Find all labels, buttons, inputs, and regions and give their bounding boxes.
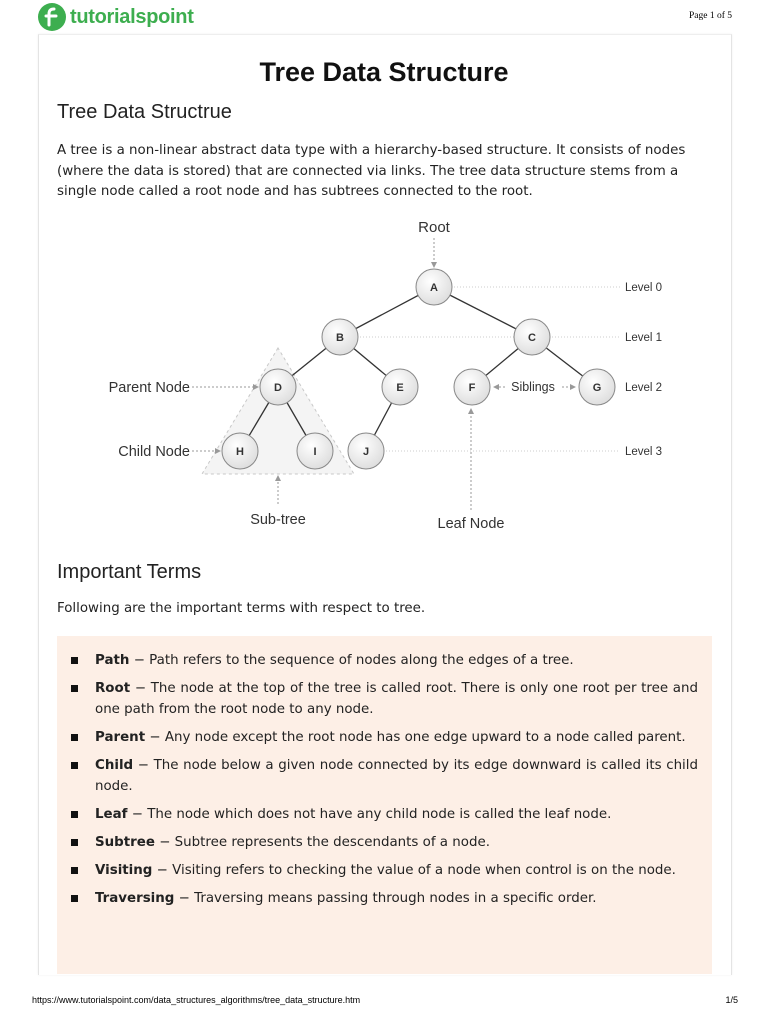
bullet-icon: [71, 895, 78, 902]
term-name: Root: [95, 681, 131, 696]
tree-node-label: G: [592, 382, 602, 394]
section-heading-terms: Important Terms: [57, 561, 202, 583]
tree-node-b: [322, 319, 358, 355]
child-node-label: Child Node: [118, 444, 190, 460]
bullet-icon: [71, 734, 78, 741]
tree-diagram-svg: [90, 214, 690, 544]
terms-box: [57, 636, 712, 974]
page-header: [0, 0, 768, 34]
tree-node-e: [382, 369, 418, 405]
page-title: Tree Data Structure: [259, 57, 509, 87]
bullet-icon: [71, 867, 78, 874]
list-item: [57, 755, 698, 797]
bullet-icon: [71, 762, 78, 769]
tutorialspoint-logo-icon: [38, 3, 66, 31]
term-desc: − Visiting refers to checking the value of a node when control is on the node.: [152, 863, 676, 878]
list-item: [57, 650, 698, 671]
subtree-label: Sub-tree: [250, 512, 306, 528]
term-name: Parent: [95, 730, 146, 745]
tree-diagram: [90, 214, 690, 548]
tree-node-c: [514, 319, 550, 355]
intro-paragraph: A tree is a non-linear abstract data type with a hierarchy-based structure. It consists of nodes (where the data is stored) that are connected via links. The tree data structure stems from a single node called a root node and has subtrees connected to the root.: [57, 143, 686, 199]
footer-url-link[interactable]: https://www.tutorialspoint.com/data_structures_algorithms/tree_data_structure.htm: [32, 995, 361, 1005]
level-3-label: Level 3: [625, 446, 663, 458]
logo-text: tutorialspoint: [70, 5, 194, 28]
list-item: [57, 832, 698, 853]
tree-node-label: A: [430, 282, 438, 294]
term-name: Subtree: [95, 835, 155, 850]
tree-node-f: [454, 369, 490, 405]
siblings-label: Siblings: [511, 380, 555, 394]
parent-node-label: Parent Node: [108, 380, 190, 396]
tree-node-d: [260, 369, 296, 405]
tree-node-label: D: [274, 382, 282, 394]
term-desc: − The node below a given node connected by its edge downward is called its child node.: [95, 758, 698, 794]
tree-node-label: H: [236, 446, 244, 458]
bullet-icon: [71, 811, 78, 818]
term-name: Child: [95, 758, 134, 773]
term-desc: − Subtree represents the descendants of a node.: [154, 835, 490, 850]
tree-node-label: I: [313, 446, 317, 458]
terms-list: [57, 636, 712, 909]
root-label: Root: [418, 219, 450, 236]
section-heading-tree: Tree Data Structrue: [57, 101, 232, 123]
tree-node-a: [416, 269, 452, 305]
bullet-icon: [71, 685, 78, 692]
tree-node-label: C: [528, 332, 536, 344]
tree-node-h: [222, 433, 258, 469]
term-desc: − Any node except the root node has one edge upward to a node called parent.: [145, 730, 686, 745]
list-item: [57, 888, 698, 909]
list-item: [57, 727, 698, 748]
tree-node-label: J: [362, 446, 370, 458]
bullet-icon: [71, 657, 78, 664]
term-desc: − Traversing means passing through nodes in a specific order.: [174, 891, 597, 906]
tree-node-label: B: [336, 332, 344, 344]
tree-node-g: [579, 369, 615, 405]
list-item: [57, 678, 698, 720]
list-item: [57, 804, 698, 825]
term-desc: − Path refers to the sequence of nodes along the edges of a tree.: [129, 653, 574, 668]
term-name: Leaf: [95, 807, 128, 822]
term-desc: − The node at the top of the tree is called root. There is only one root per tree and one path from the root node to any node.: [95, 681, 698, 717]
term-desc: − The node which does not have any child node is called the leaf node.: [127, 807, 612, 822]
level-1-label: Level 1: [625, 332, 663, 344]
bullet-icon: [71, 839, 78, 846]
tree-node-label: F: [468, 382, 476, 394]
tutorialspoint-logo[interactable]: [38, 3, 194, 31]
tree-node-label: E: [396, 382, 404, 394]
term-name: Visiting: [95, 863, 153, 878]
term-name: Traversing: [95, 891, 175, 906]
page-indicator: Page 1 of 5: [688, 11, 732, 21]
term-name: Path: [95, 653, 130, 668]
leaf-node-label: Leaf Node: [437, 516, 505, 532]
tree-node-j: [348, 433, 384, 469]
list-item: [57, 860, 698, 881]
tree-node-i: [297, 433, 333, 469]
footer-page-number: 1/5: [725, 995, 738, 1005]
terms-intro: Following are the important terms with respect to tree.: [57, 601, 426, 616]
level-2-label: Level 2: [625, 382, 663, 394]
level-0-label: Level 0: [625, 282, 663, 294]
